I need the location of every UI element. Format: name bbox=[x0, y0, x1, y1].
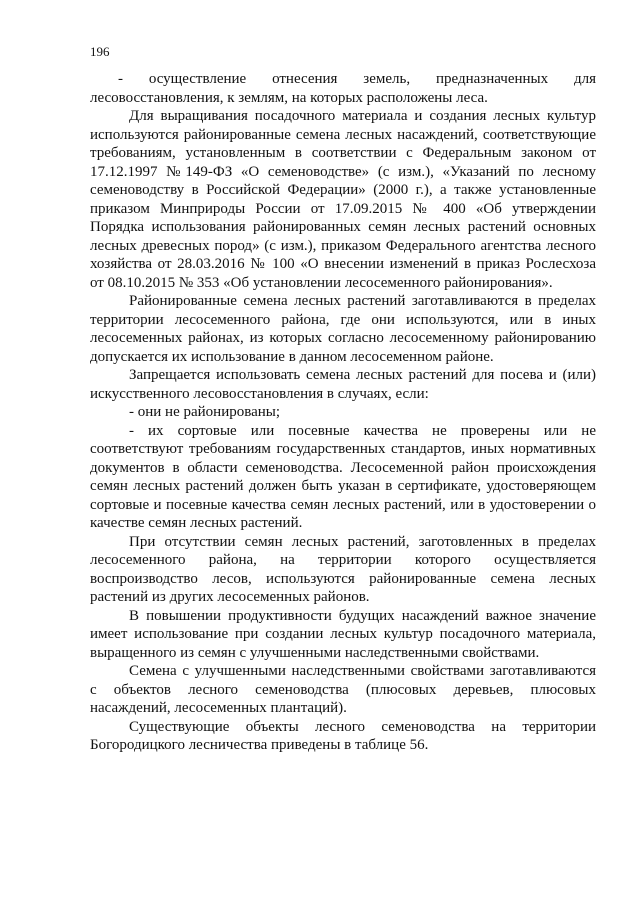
text-line: Богородицкого лесничества приведены в таблице 56. bbox=[90, 737, 429, 753]
paragraph-bullet-quality-unchecked bbox=[90, 422, 596, 533]
text-line: растений из других лесосеменных районов. bbox=[90, 589, 370, 605]
text-line: имеет использование при создании лесных культур посадочного материала, bbox=[90, 626, 596, 642]
text-line: воспроизводство лесов, используются районированные семена лесных bbox=[90, 570, 596, 587]
text-line: искусственного лесовосстановления в случаях, если: bbox=[90, 385, 429, 402]
text-line: сортовые и посевные качества семян лесных растений, или в удостоверении о bbox=[90, 496, 596, 513]
text-line: требованиям, установленным в соответствии с Федеральным законом от bbox=[90, 145, 596, 161]
text-line: Порядка использования районированных семян лесных растений основных bbox=[90, 219, 596, 235]
text-line: лесовосстановления, к землям, на которых расположены леса. bbox=[90, 89, 488, 106]
text-line: В повышении продуктивности будущих насаждений важное значение bbox=[129, 607, 596, 624]
paragraph-bullet-not-zoned bbox=[90, 403, 596, 422]
text-line: Существующие объекты лесного семеноводства на территории bbox=[129, 718, 596, 735]
paragraph-seed-regulations bbox=[90, 107, 596, 292]
text-line: Для выращивания посадочного материала и создания лесных культур bbox=[129, 108, 596, 124]
text-line: от 08.10.2015 № 353 «Об установлении лесосеменного районирования». bbox=[90, 274, 553, 291]
text-line: выращенного из семян с улучшенными наследственными свойствами. bbox=[90, 644, 540, 661]
paragraph-existing-objects bbox=[90, 718, 596, 755]
paragraph-prohibition bbox=[90, 366, 596, 403]
text-line: лесосеменного района, на территории которого осуществляется bbox=[90, 552, 596, 568]
text-line: 17.12.1997 №149-ФЗ «О семеноводстве» (с изм.), «Указаний по лесному bbox=[90, 163, 596, 180]
document-body bbox=[90, 70, 596, 755]
text-line: соответствуют требованиям государственных стандартов, иных нормативных bbox=[90, 441, 596, 457]
text-line: с объектов лесного семеноводства (плюсовых деревьев, плюсовых bbox=[90, 681, 596, 698]
paragraph-improved-seeds bbox=[90, 662, 596, 718]
text-line: - осуществление отнесения земель, предназначенных для bbox=[118, 71, 596, 87]
text-line: лесных древесных пород» (с изм.), приказом Федерального агентства лесного bbox=[90, 237, 596, 254]
text-line: Семена с улучшенными наследственными свойствами заготавливаются bbox=[129, 663, 596, 679]
text-line: При отсутствии семян лесных растений, заготовленных в пределах bbox=[129, 533, 596, 550]
text-line: качестве семян лесных растений. bbox=[90, 515, 303, 531]
text-line: используются районированные семена лесных насаждений, соответствующие bbox=[90, 126, 596, 143]
text-line: - они не районированы; bbox=[129, 404, 281, 420]
page-number: 196 bbox=[90, 44, 110, 59]
paragraph-absence-of-seeds bbox=[90, 533, 596, 607]
text-line: семеноводству в Российской Федерации» (2000 г.), а также установленные bbox=[90, 182, 596, 198]
text-line: допускается их использование в данном лесосеменном районе. bbox=[90, 348, 494, 365]
paragraph-zoned-seeds bbox=[90, 292, 596, 366]
paragraph-productivity bbox=[90, 607, 596, 663]
text-line: - их сортовые или посевные качества не проверены или не bbox=[129, 422, 596, 439]
text-line: насаждений, лесосеменных плантаций). bbox=[90, 700, 347, 716]
text-line: приказом Минприроды России от 17.09.2015 № 400 «Об утверждении bbox=[90, 200, 596, 217]
text-line: Запрещается использовать семена лесных растений для посева и (или) bbox=[129, 367, 596, 383]
text-line: лесосеменных районах, из которых согласно лесосеменному районированию bbox=[90, 330, 596, 346]
text-line: семян лесных растений должен быть указан в сертификате, удостоверяющем bbox=[90, 478, 596, 494]
paragraph-bullet-land-allocation bbox=[90, 70, 596, 107]
text-line: Районированные семена лесных растений заготавливаются в пределах bbox=[129, 293, 596, 309]
text-line: документов в области семеноводства. Лесосеменной район происхождения bbox=[90, 459, 596, 476]
text-line: хозяйства от 28.03.2016 № 100 «О внесении изменений в приказ Рослесхоза bbox=[90, 256, 596, 272]
text-line: территории лесосеменного района, где они используются, или в иных bbox=[90, 311, 596, 328]
